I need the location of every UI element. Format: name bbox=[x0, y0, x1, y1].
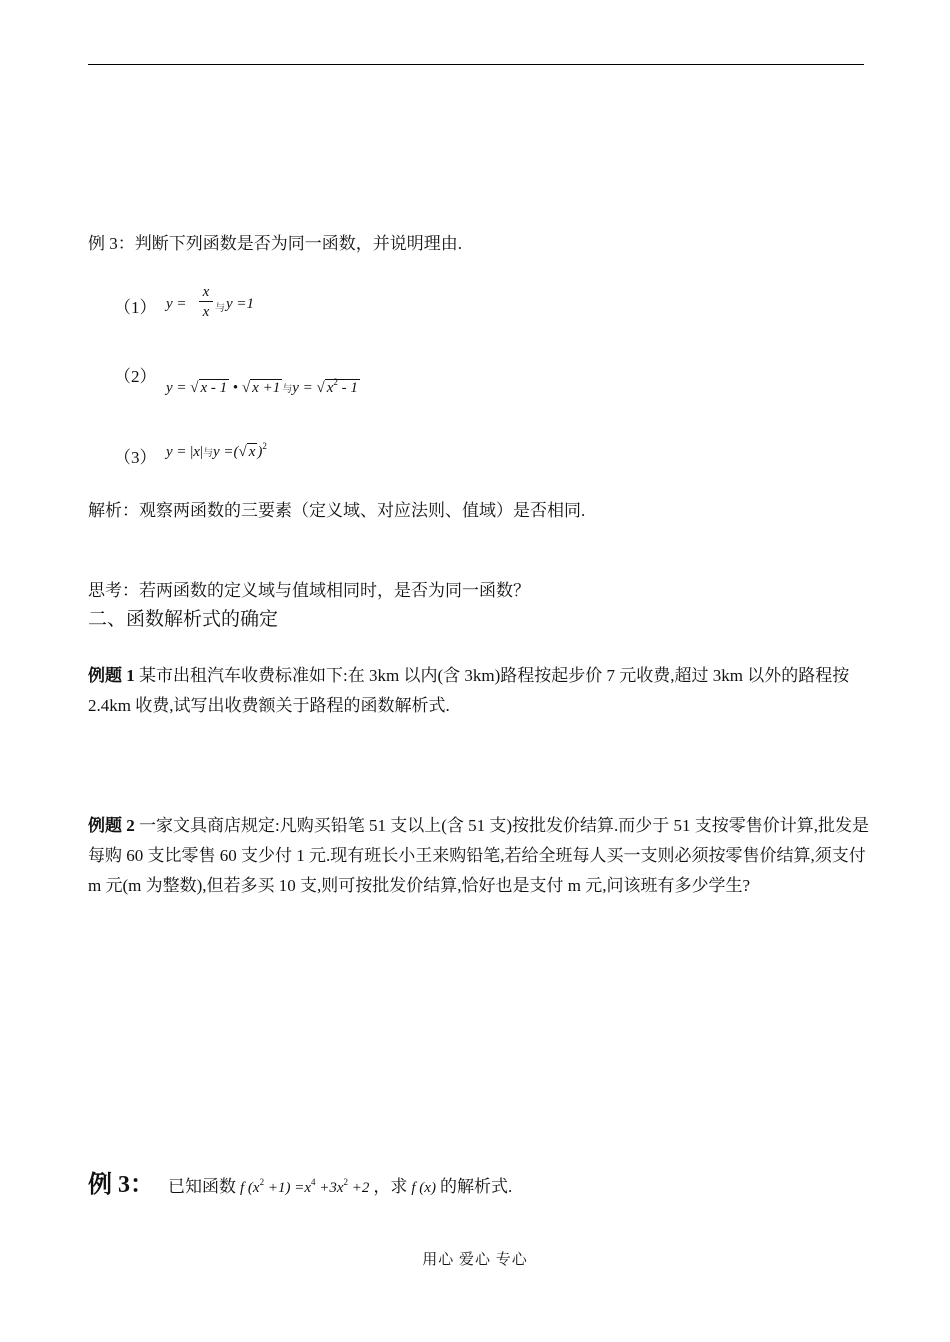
item3-joiner: 与 bbox=[202, 448, 213, 459]
section2-title: 二、函数解析式的确定 bbox=[88, 609, 279, 630]
fraction-denominator: x bbox=[202, 304, 210, 320]
item3-radicand: x bbox=[248, 444, 256, 460]
abs-bar-left: | bbox=[190, 444, 194, 460]
formula-exp1: 2 bbox=[259, 1177, 265, 1187]
item2-radicand3 bbox=[325, 379, 360, 396]
fraction-numerator: x bbox=[202, 284, 210, 300]
example2-paragraph bbox=[88, 811, 873, 901]
example3-formula bbox=[240, 1177, 370, 1196]
formula-part2: +1) =x bbox=[264, 1180, 311, 1196]
example1-text: 某市出租汽车收费标准如下:在 3km 以内(含 3km)路程按起步价 7 元收费,超过 3km 以外的路程按 2.4km 收费,试写出收费额关于路程的函数解析式. bbox=[88, 666, 850, 715]
item2-dot: • bbox=[232, 380, 239, 396]
formula-exp2: 4 bbox=[310, 1177, 316, 1187]
example3-label: 例 3： bbox=[88, 1172, 154, 1198]
item3-abs-var: x bbox=[193, 444, 200, 460]
example3-mid: ，求 bbox=[373, 1177, 408, 1196]
example3-pre: 已知函数 bbox=[168, 1177, 236, 1196]
header-rule bbox=[88, 64, 864, 65]
sqrt-symbol: √ bbox=[238, 444, 247, 460]
formula-part1: f (x bbox=[240, 1180, 260, 1196]
item2-radicand2: x +1 bbox=[252, 380, 281, 396]
item1-joiner: 与 bbox=[215, 303, 225, 314]
formula-exp3: 2 bbox=[343, 1177, 349, 1187]
item1-lhs: y = bbox=[166, 296, 187, 312]
abs-bar-right: | bbox=[199, 444, 203, 460]
example2-text: 一家文具商店规定:凡购买铅笔 51 支以上(含 51 支)按批发价结算.而少于 51 支按零售价计算,批发是每购 60 支比零售 60 支少付 1 元.现有班长小王来购铅笔,若给全班每人买一支则必须按零售价结算,须支付 m 元(m 为整数),但若多买 10 支,则可按批发价结算,恰好也是支付 m 元,问该班有多少学生? bbox=[88, 816, 870, 895]
sqrt-symbol: √ bbox=[241, 380, 251, 396]
think-text: 思考：若两函数的定义域与值域相同时，是否为同一函数？ bbox=[88, 581, 530, 600]
page-footer: 用心 爱心 专心 bbox=[422, 1252, 528, 1268]
example3-post: 的解析式. bbox=[439, 1177, 513, 1196]
formula-part3: +3x bbox=[315, 1180, 344, 1196]
item2-r3-tail: - 1 bbox=[337, 380, 358, 396]
sqrt-symbol: √ bbox=[190, 380, 199, 396]
item2-expression bbox=[166, 377, 360, 397]
item2-rhs: y = bbox=[292, 380, 313, 396]
item1-rhs: y =1 bbox=[226, 296, 255, 312]
fraction bbox=[199, 284, 213, 323]
item3-lhs: y = bbox=[166, 444, 187, 460]
sqrt-symbol: √ bbox=[316, 380, 325, 396]
item2-lhs: y = bbox=[166, 380, 187, 396]
example3-fx: f (x) bbox=[411, 1180, 436, 1196]
item3-expression bbox=[166, 441, 267, 461]
item2-number: （2） bbox=[114, 367, 157, 386]
formula-part4: +2 bbox=[348, 1180, 370, 1196]
item3-rparen: ) bbox=[257, 444, 263, 460]
example3-bottom bbox=[88, 1164, 512, 1199]
item2-r3-base: x bbox=[326, 380, 334, 396]
item2-radicand1: x - 1 bbox=[200, 380, 228, 396]
analysis-text: 解析：观察两函数的三要素（定义域、对应法则、值域）是否相同. bbox=[88, 501, 586, 520]
item3-rhs: y =( bbox=[212, 444, 239, 460]
item3-number: （3） bbox=[114, 448, 157, 467]
example1-label: 例题 1 bbox=[88, 666, 135, 685]
item1-number: （1） bbox=[114, 298, 157, 317]
item2-r3-exponent: 2 bbox=[333, 377, 338, 387]
item3-exponent: 2 bbox=[262, 441, 267, 451]
example3-heading: 例 3：判断下列函数是否为同一函数，并说明理由. bbox=[88, 234, 462, 253]
item2-joiner: 与 bbox=[282, 384, 293, 395]
example1-paragraph bbox=[88, 661, 873, 721]
example2-label: 例题 2 bbox=[88, 816, 135, 835]
